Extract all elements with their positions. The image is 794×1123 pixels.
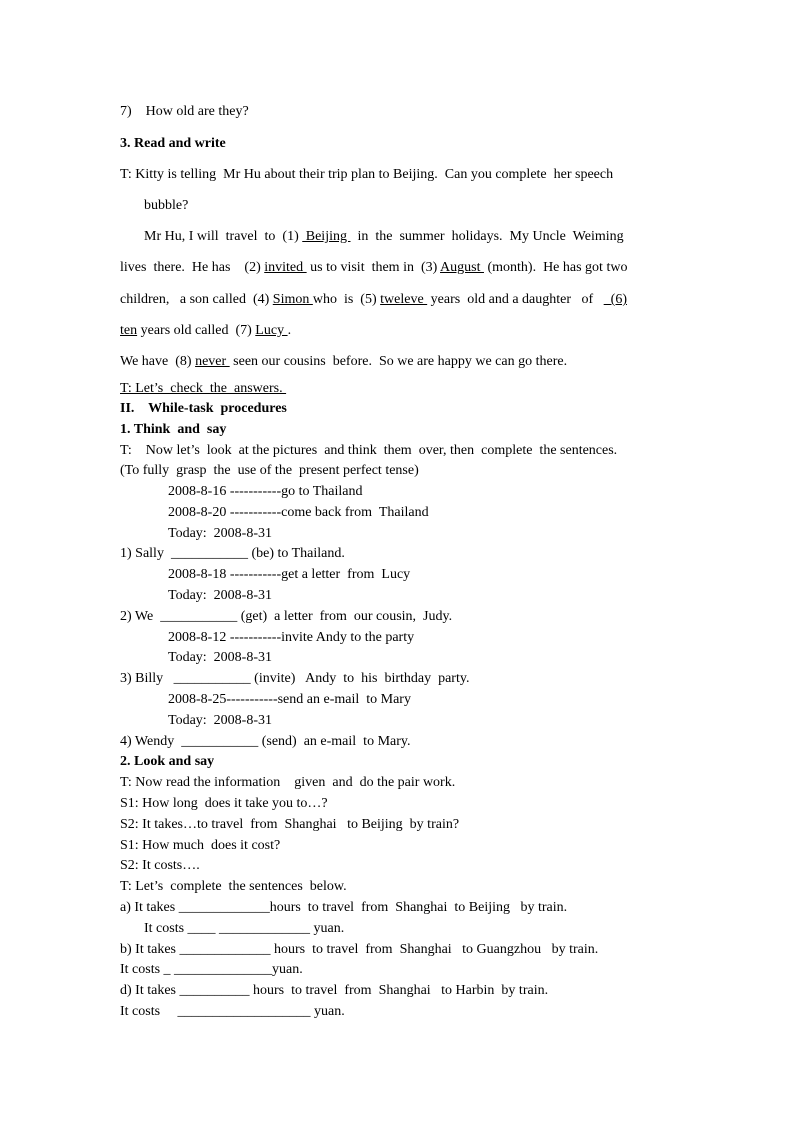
speech-line-1 [144,228,624,246]
exercise-b-cost: It costs _ ______________yuan. [120,962,303,977]
timeline-today: Today: 2008-8-31 [168,650,273,665]
timeline-entry: 2008-8-18 -----------get a letter from Lucy [168,567,411,582]
section-II-heading: II. While-task procedures [120,401,287,416]
look-instruction: T: Now read the information given and do the pair work. [120,775,456,790]
timeline-entry: 2008-8-20 -----------come back from Thailand [168,505,429,520]
timeline-entry: 2008-8-25-----------send an e-mail to Mary [168,692,411,707]
speech-text: lives there. He has (2) [120,260,265,275]
intro-line-2: bubble? [144,198,189,213]
exercise-3: 3) Billy ___________ (invite) Andy to his birthday party. [120,671,470,686]
answer-7: Lucy [255,323,288,338]
speech-text: Mr Hu, I will travel to (1) [144,229,303,244]
speech-text: in the summer holidays. My Uncle Weiming [350,229,624,244]
speech-text: us to visit them in (3) [306,260,441,275]
answer-3: August [440,260,484,275]
timeline-entry: 2008-8-16 -----------go to Thailand [168,484,363,499]
speech-text: (month). He has got two [483,260,628,275]
timeline-today: Today: 2008-8-31 [168,713,273,728]
answer-8: never [195,354,230,369]
speech-text: who is (5) [312,292,381,307]
exercise-d: d) It takes __________ hours to travel from Shanghai to Harbin by train. [120,983,549,998]
think-instruction: T: Now let’s look at the pictures and think them over, then complete the sentences. [120,443,618,458]
timeline-entry: 2008-8-12 -----------invite Andy to the party [168,630,415,645]
section-3-heading: 3. Read and write [120,136,226,151]
speech-text: We have (8) [120,354,196,369]
dialogue-s2: S2: It costs…. [120,858,200,873]
exercise-a: a) It takes _____________hours to travel from Shanghai to Beijing by train. [120,900,568,915]
exercise-2: 2) We ___________ (get) a letter from our cousin, Judy. [120,609,453,624]
exercise-4: 4) Wendy ___________ (send) an e-mail to Mary. [120,734,411,749]
exercise-a-cost: It costs ____ _____________ yuan. [144,921,345,936]
timeline-today: Today: 2008-8-31 [168,526,273,541]
speech-text: seen our cousins before. So we are happy we can go there. [229,354,568,369]
check-answers-line: T: Let’s check the answers. [120,381,287,396]
dialogue-s1: S1: How long does it take you to…? [120,796,328,811]
section-1-heading: 1. Think and say [120,422,227,437]
answer-5: tweleve [380,292,428,307]
speech-line-5 [120,353,567,371]
timeline-today: Today: 2008-8-31 [168,588,273,603]
look-instruction-2: T: Let’s complete the sentences below. [120,879,347,894]
dialogue-s2: S2: It takes…to travel from Shanghai to Beijing by train? [120,817,460,832]
speech-text: years old and a daughter of [427,292,604,307]
speech-text: . [287,323,292,338]
speech-line-3 [120,291,627,309]
think-note: (To fully grasp the use of the present perfect tense) [120,463,419,478]
exercise-b: b) It takes _____________ hours to travel from Shanghai to Guangzhou by train. [120,942,599,957]
dialogue-s1: S1: How much does it cost? [120,838,281,853]
speech-line-4 [120,322,291,340]
intro-line-1: T: Kitty is telling Mr Hu about their trip plan to Beijing. Can you complete her speech [120,167,614,182]
question-7: 7) How old are they? [120,104,249,119]
answer-2: invited [264,260,307,275]
exercise-1: 1) Sally ___________ (be) to Thailand. [120,546,345,561]
section-2-heading: 2. Look and say [120,754,215,769]
answer-1: Beijing [302,229,351,244]
speech-text: years old called (7) [137,323,256,338]
answer-6-start: (6) [603,292,627,307]
speech-line-2 [120,259,627,277]
speech-text: children, a son called (4) [120,292,273,307]
answer-4: Simon [272,292,313,307]
answer-6-end: ten [120,323,138,338]
exercise-d-cost: It costs ___________________ yuan. [120,1004,345,1019]
